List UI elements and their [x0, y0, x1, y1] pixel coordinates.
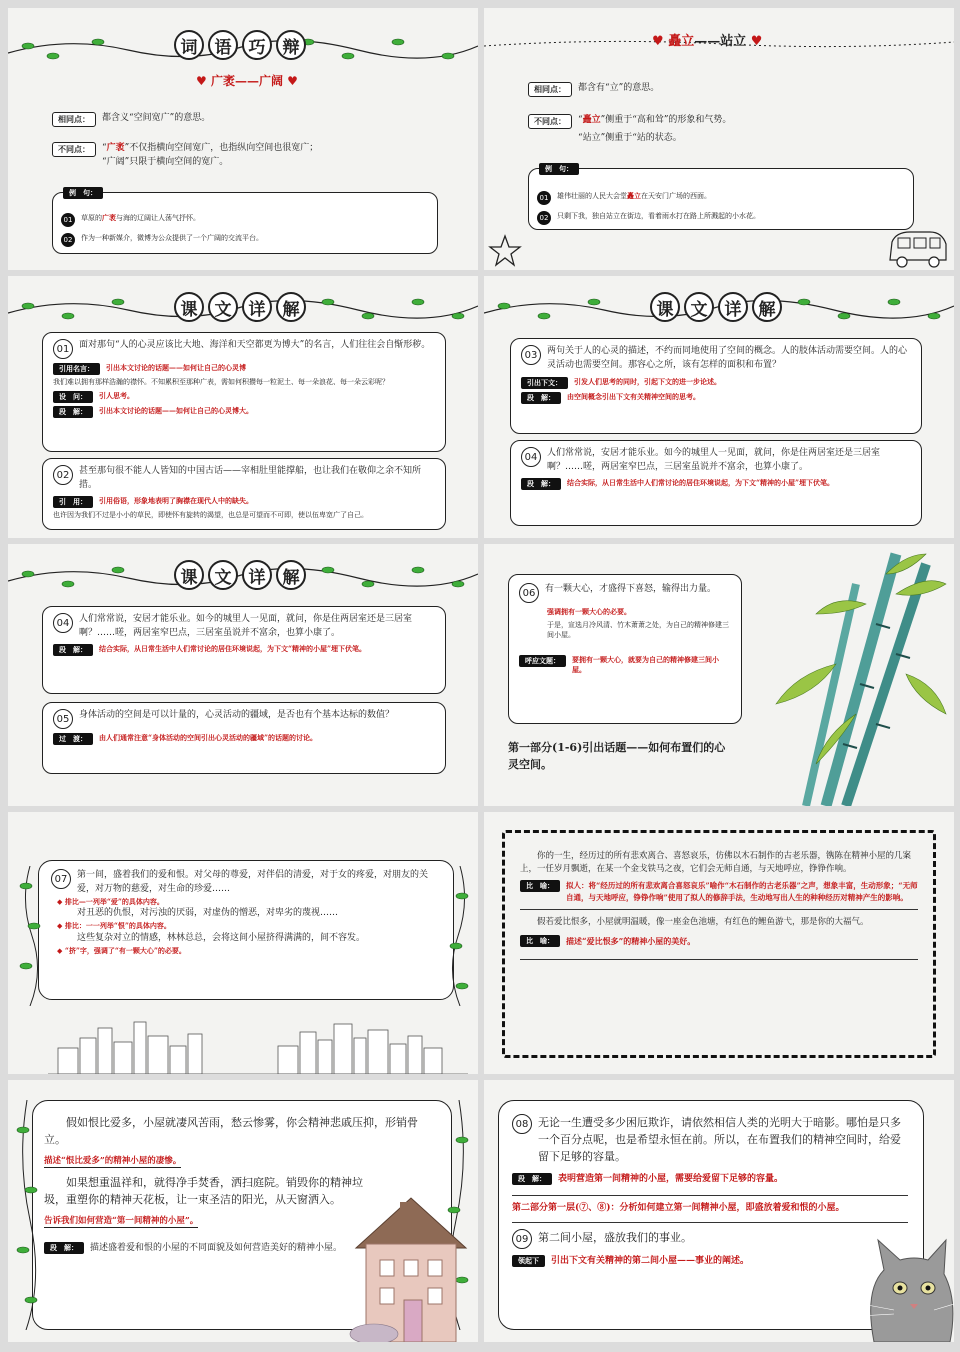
example-text: 只剩下我，独自站立在街边，看着雨水打在路上所溅起的小水花。: [557, 212, 760, 220]
content-area: [520, 850, 918, 960]
example-label: 例 句：: [539, 163, 579, 175]
paragraph-box: [38, 860, 454, 1000]
slide-word-analysis-1: [8, 8, 478, 270]
slide-word-analysis-2: [484, 8, 954, 270]
slide-title: [174, 560, 306, 590]
annotation-text: 引发人们思考的同时，引起下文的进一步论述。: [574, 376, 721, 386]
diff-line-1: ”侧重于“高和耸”的形象和气势。: [600, 115, 732, 125]
annotation-tag: 段 解：: [512, 1173, 552, 1185]
paragraph-box: [510, 440, 922, 526]
title-char: 语: [208, 30, 238, 60]
paragraph-number: 01: [53, 339, 73, 359]
slide-title: [174, 30, 306, 60]
same-label: 相同点：: [52, 112, 96, 127]
same-point: [528, 82, 659, 97]
title-char: 解: [276, 560, 306, 590]
paragraph-number: 08: [512, 1114, 532, 1134]
annotation-text: 拟人：将“经历过的所有悲欢离合喜怒哀乐”喻作“木石制作的古老乐器”之声，想象丰富，生动形象；“无师自通，与天地呼应，铮铮作响”使用了拟人的修辞手法，生动地写出人生的种种经历对精神产生的影响。: [566, 881, 918, 902]
example-label: 例 句：: [63, 187, 103, 199]
title-char: 解: [752, 292, 782, 322]
title-char: 词: [174, 30, 204, 60]
diff-point: [528, 114, 938, 146]
annotation-text: ◆ “挤”字，强调了“有一颗大心”的必要。: [57, 945, 186, 955]
paragraph-text: 假如恨比爱多，小屋就凄风苦雨，愁云惨雾，你会精神悲戚压抑，形销骨立。: [44, 1116, 418, 1147]
cat-illustration: [854, 1230, 954, 1342]
title-char: 课: [650, 292, 680, 322]
paragraph-text: 面对那句“人的心灵应该比大地、海洋和天空都更为博大”的名言，人们往往会自惭形秽。: [79, 340, 431, 350]
section-summary: 第一部分(1-6)引出话题——如何布置们的心灵空间。: [508, 741, 726, 771]
annotation-text: 要拥有一颗大心，就要为自己的精神修建三间小屋。: [572, 654, 719, 674]
title-char: 巧: [242, 30, 272, 60]
title-char: 详: [242, 560, 272, 590]
slide-text-explain-5: [8, 812, 478, 1074]
paragraph-box: [508, 574, 742, 724]
annotation-text: 结合实际，从日常生活中人们常讨论的居住环境说起，为下文“精神的小屋”埋下伏笔。: [567, 477, 835, 487]
example-number: 01: [537, 191, 551, 205]
highlight-word: 矗立: [582, 115, 601, 125]
paragraph-text-small: 于是，宣选月冷风清、竹木萧萧之处，为自己的精神修建三间小屋。: [547, 620, 729, 639]
example-number: 02: [537, 211, 551, 225]
paragraph-text: 甚至那句很不能人人皆知的中国古话——宰相肚里能撑船，也让我们在敬仰之余不知所措。: [79, 466, 422, 490]
paragraph-text: 第一间，盛着我们的爱和恨。对父母的尊爱，对伴侣的清爱，对于女的疼爱，对朋友的关爱，对万物的慈爱，对生命的珍爱……: [77, 870, 429, 894]
annotation-text: 由空间概念引出下文有关精神空间的思考。: [567, 391, 700, 401]
paragraph-number: 02: [53, 465, 73, 485]
paragraph-number: 03: [521, 345, 541, 365]
slide-text-explain-2: [484, 276, 954, 538]
slide-text-explain-3: [8, 544, 478, 806]
paragraph-number: 09: [512, 1229, 532, 1249]
annotation-text: 描述盛着爱和恨的小屋的不同面貌及如何营造美好的精神小屋。: [90, 1243, 343, 1254]
paragraph-text: 这些复杂对立的情感，林林总总，会将这间小屋挤得满满的，间不容发。: [77, 932, 366, 943]
slide-text-explain-1: [8, 276, 478, 538]
paragraph-box: [42, 458, 446, 530]
title-char: 解: [276, 292, 306, 322]
highlight-word: 矗立: [668, 34, 695, 49]
annotation-tag: 段 解：: [53, 406, 93, 418]
same-text: 都含有“立”的意思。: [578, 83, 660, 93]
quote-mark: “: [102, 143, 107, 153]
highlight-word: 矗立: [627, 191, 641, 200]
annotation-text: 告诉我们如何营造“第一间精神的小屋”。: [44, 1216, 199, 1227]
word-pair: ♥ 广袤——广阔 ♥: [196, 74, 298, 88]
slide-text-explain-8: [484, 1080, 954, 1342]
example-text: 与海的辽阔让人荡气抒怀。: [116, 214, 200, 222]
paragraph-text: 无论一生遭受多少困厄欺诈，请依然相信人类的光明大于暗影。哪怕是只多一个百分点呢，也是希望永恒在前。所以，在布置我们的精神空间时，给爱留下足够的容量。: [538, 1116, 901, 1164]
paragraph-text: 身体活动的空间是可以计量的，心灵活动的疆域，是否也有个基本达标的数值？: [79, 710, 395, 720]
annotation-text: 描述“恨比爱多”的精神小屋的凄惨。: [44, 1156, 182, 1167]
annotation-text: 引出本文讨论的话题——如何让自己的心灵博: [106, 363, 246, 372]
annotation-tag: 段 解：: [44, 1242, 84, 1254]
annotation-text: ◆ 排比—一列举“爱”的具体内容。: [57, 896, 164, 906]
annotation-tag: 段 解：: [521, 478, 561, 490]
highlight-word: 广袤: [106, 143, 125, 153]
paragraph-number: 04: [53, 613, 73, 633]
slide-title: [650, 292, 782, 322]
paragraph-text: 人们常常说，安居才能乐业。如今的城里人一见面，就问，你是住两居室还是三居室啊？……嗟，两居室窄巴点，三居室虽说并不富余，也算小康了。: [547, 448, 881, 472]
example-text: 草原的: [81, 214, 102, 222]
annotation-tag: 比 喻：: [520, 880, 560, 892]
annotation-text: 引用俗语，形象地表明了胸襟在现代人中的缺失。: [99, 495, 253, 505]
vine-decoration: [448, 866, 472, 1006]
annotation-text: 结合实际，从日常生活中人们常讨论的居住环境说起，为下文“精神的小屋”埋下伏笔。: [99, 643, 367, 653]
house-illustration: [346, 1188, 476, 1342]
paragraph-text: 人们常常说，安居才能乐业。如今的城里人一见面，就问，你是住两居室还是三居室啊？……嗟，两居室窄巴点，三居室虽说并不富余，也算小康了。: [79, 614, 413, 638]
paragraph-text: 第二间小屋，盛放我们的事业。: [538, 1231, 692, 1245]
example-text: 雄伟壮丽的人民大会堂: [557, 192, 627, 200]
highlight-word: 广袤: [102, 213, 116, 222]
example-number: 02: [61, 233, 75, 247]
paragraph-box: [510, 338, 922, 434]
example-box: [52, 188, 438, 254]
slide-text-explain-4: [484, 544, 954, 806]
example-box: [528, 164, 914, 230]
vine-decoration: [18, 866, 42, 1006]
same-text: 都含义“空间宽广”的意思。: [102, 113, 211, 123]
paragraph-text-small: 我们难以拥有那样浩瀚的襟怀。不知累积至那种广表，需如何积攒每一粒泥土、每一朵浪花、每一朵云彩呢？: [53, 378, 389, 386]
paragraph-box: [42, 702, 446, 774]
annotation-text: 引出本文讨论的话题——如何让自己的心灵博大。: [99, 405, 253, 415]
word-pair-text: ——站立: [694, 34, 747, 49]
diff-line-2: “站立”侧重于“站的状态。: [578, 132, 682, 143]
paragraph-box: [42, 332, 446, 452]
paragraph-text: 假若爱比恨多，小屋就明温暖，像一座金色池塘，有红色的鲤鱼游弋，那是你的大福气。: [537, 916, 869, 927]
example-text: 在天安门广场的西面。: [641, 192, 711, 200]
annotation-text: 引出下文有关精神的第二间小屋——事业的阐述。: [551, 1256, 750, 1267]
annotation-text: 表明营造第一间精神的小屋，需要给爱留下足够的容量。: [558, 1174, 784, 1185]
car-icon: [886, 226, 950, 270]
diff-line-1: ”不仅指横向空间宽广，也指纵向空间也很宽广；: [124, 143, 319, 153]
paragraph-number: 07: [51, 869, 71, 889]
annotation-tag: 引 用：: [53, 496, 93, 508]
paragraph-number: 04: [521, 447, 541, 467]
annotation-tag: 设 问：: [53, 391, 93, 403]
paragraph-text: 如果想重温祥和，就得净手焚香，洒扫庭院。销毁你的精神垃圾，重塑你的精神天花板，让一束圣洁的阳光，从天窗洒入。: [44, 1176, 363, 1207]
title-char: 文: [208, 292, 238, 322]
same-point: [52, 112, 452, 127]
paragraph-text-small: 也许因为我们不过是小小的草民，即使怀有旋转的渴望，也总是可望而不可即，使以伍卑宽广了自己。: [53, 510, 368, 519]
title-char: 详: [718, 292, 748, 322]
annotation-tag: 引用名言：: [53, 363, 100, 375]
annotation-tag: 引出下文：: [521, 377, 568, 389]
annotation-text: ◆ 排比：一一列举“恨”的具体内容。: [57, 921, 171, 931]
annotation-text: 强调拥有一颗大心的必要。: [547, 607, 631, 616]
quote-mark: “: [578, 115, 583, 125]
title-char: 课: [174, 560, 204, 590]
vine-decoration: [14, 1100, 40, 1330]
paragraph-number: 05: [53, 709, 73, 729]
example-number: 01: [61, 213, 75, 227]
section-summary: 第二部分第一层(⑦、⑧)：分析如何建立第一间精神小屋，即盛放着爱和恨的小屋。: [512, 1203, 845, 1214]
content-area: [512, 1114, 908, 1269]
diff-line-2: “广阔”只限于横向空间的宽广。: [102, 156, 229, 167]
annotation-text: 描述“爱比恨多”的精神小屋的美好。: [566, 936, 696, 947]
annotation-text: 由人们通常注意“身体活动的空间引出心灵活动的疆域”的话题的讨论。: [99, 733, 318, 742]
annotation-tag: 比 喻：: [520, 935, 560, 947]
title-char: 课: [174, 292, 204, 322]
paragraph-text: 两句关于人的心灵的描述，不约而同地使用了空间的概念。人的肢体活动需要空间。人的心灵活动也需要空间。那容心之所，该有怎样的面积和布置？: [547, 346, 908, 370]
word-pair: ♥ 矗立——站立 ♥: [652, 34, 763, 49]
bamboo-illustration: [746, 544, 954, 806]
paragraph-text: 对丑恶的仇恨，对污浊的厌弱，对虚伪的憎恶，对卑劣的蔑视……: [77, 908, 339, 919]
diff-point: [52, 142, 462, 170]
title-char: 文: [208, 560, 238, 590]
annotation-tag: 呼应文题：: [519, 655, 566, 667]
paragraph-number: 06: [519, 583, 539, 603]
slide-text-explain-6: [484, 812, 954, 1074]
annotation-tag: 过 渡：: [53, 733, 93, 745]
title-char: 详: [242, 292, 272, 322]
annotation-text: 引人思考。: [99, 390, 134, 400]
title-char: 辩: [276, 30, 306, 60]
annotation-tag: 段 解：: [521, 392, 561, 404]
paragraph-box: [42, 606, 446, 694]
city-skyline-illustration: [48, 1018, 468, 1074]
diff-label: 不同点：: [52, 142, 96, 157]
title-char: 文: [684, 292, 714, 322]
slide-title: [174, 292, 306, 322]
word-pair-text: 广袤——广阔: [210, 74, 283, 88]
annotation-tag: 领起下: [512, 1255, 545, 1267]
same-label: 相同点：: [528, 82, 572, 97]
star-icon: [488, 234, 522, 268]
paragraph-text: 你的一生，经历过的所有悲欢离合、喜怒哀乐，仿佛以木石制作的古老乐器，镌陈在精神小屋的几案上，一任岁月飘逝，在某一个金戈铁马之夜，它们会无师自通，与天地呼应，铮铮作响。: [520, 851, 912, 875]
paragraph-text: 有一颗大心，才盛得下喜怒，输得出力量。: [545, 584, 717, 594]
annotation-tag: 段 解：: [53, 644, 93, 656]
slide-text-explain-7: [8, 1080, 478, 1342]
example-text: 作为一种新媒介，微博为公众提供了一个广阔的交流平台。: [81, 234, 263, 242]
diff-label: 不同点：: [528, 114, 572, 129]
